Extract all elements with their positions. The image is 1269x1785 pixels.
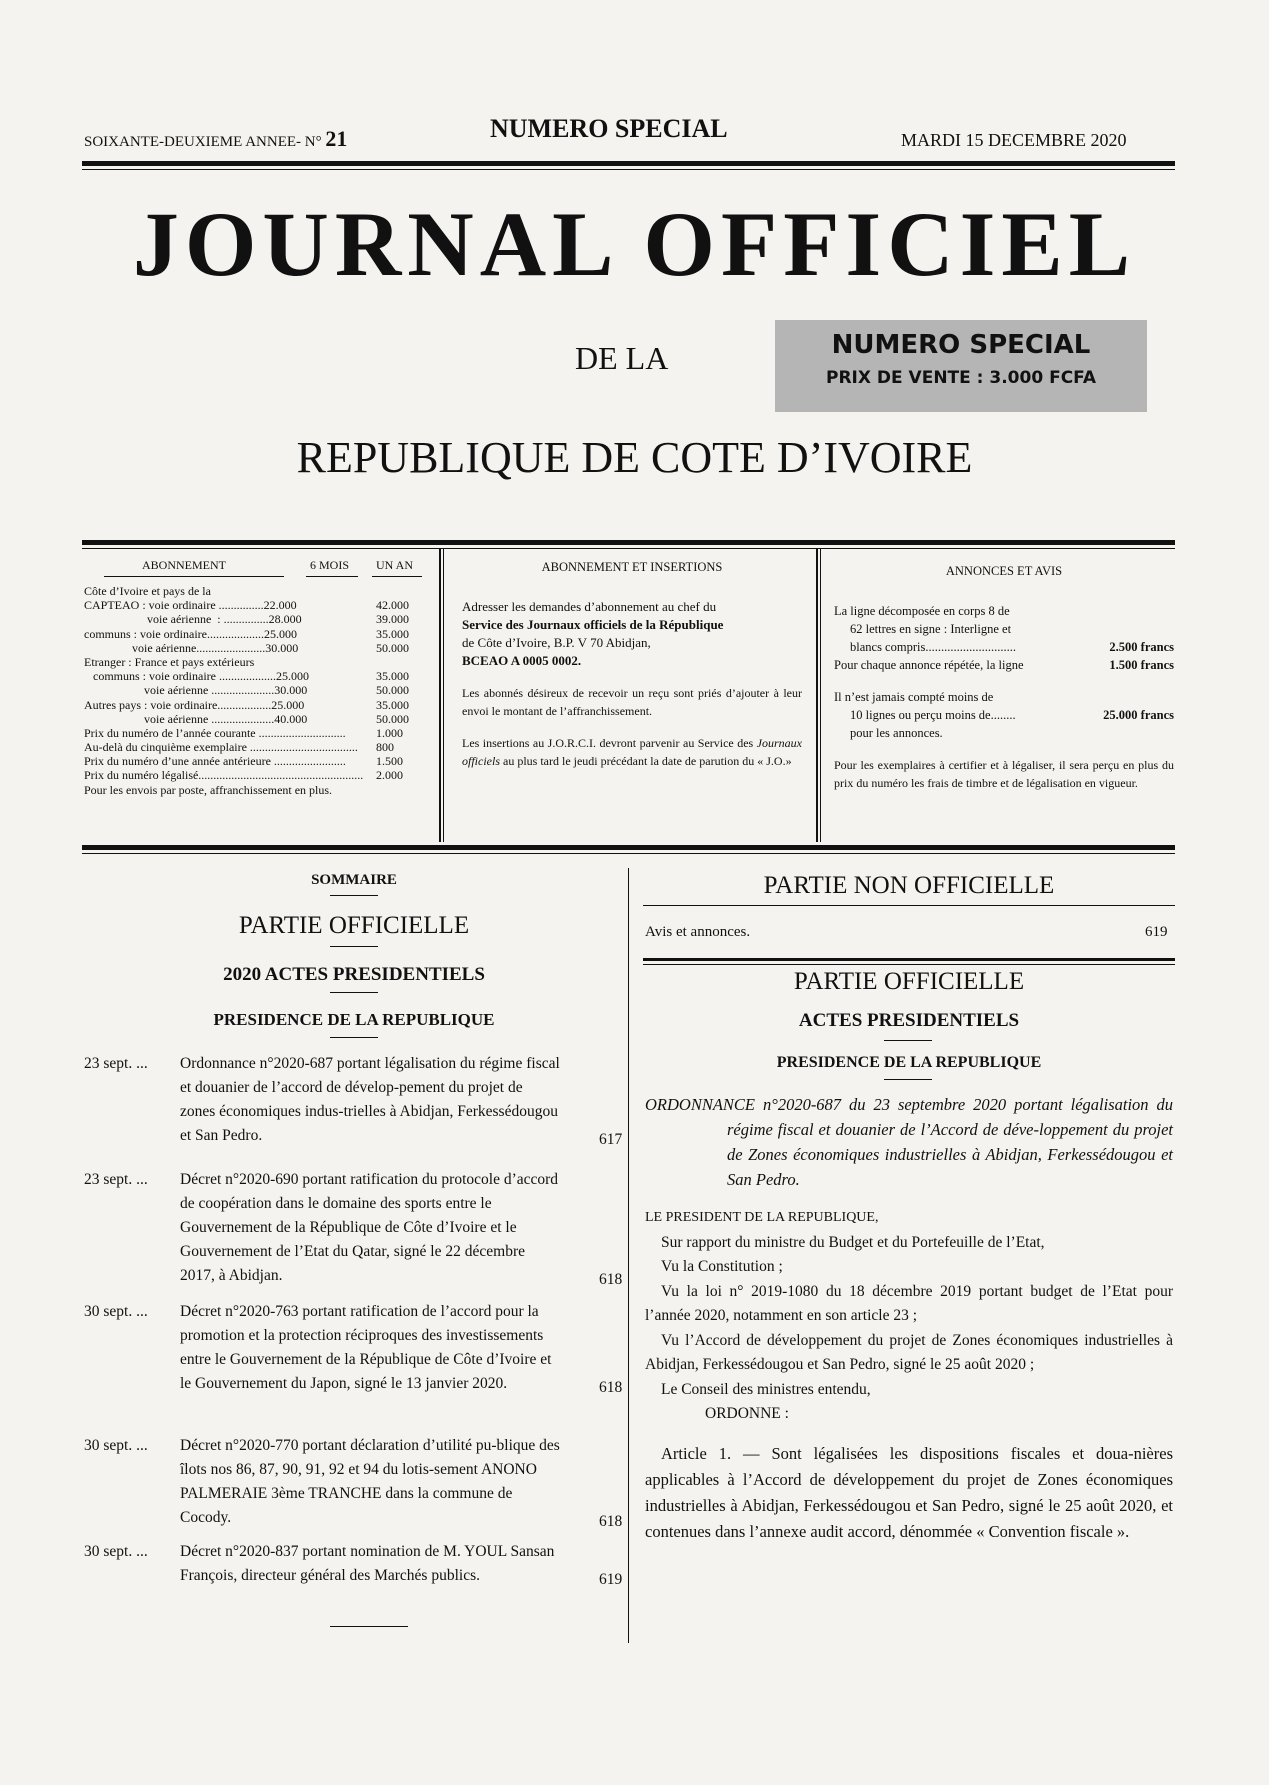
subscription-row [84,726,429,740]
badge-title: NUMERO SPECIAL [831,330,1091,360]
subscription-row-label: Autres pays : voie ordinaire..................25.000 [84,697,305,712]
subscription-row [84,740,429,754]
toc-page: 618 [599,1271,623,1288]
special-price-badge [775,320,1147,412]
subscription-row-label: communs : voie ordinaire...................25.000 [84,626,297,641]
subscription-row-amount: 39.000 [376,612,409,627]
subscription-row-label: Prix du numéro légalisé....................................................... [84,768,364,783]
subscription-row [84,768,429,782]
subscription-row [84,783,429,797]
info-top-rule-thin [82,548,1175,549]
header-rule [82,161,1175,166]
issue-date: MARDI 15 DECEMBRE 2020 [901,130,1127,150]
subscription-row-amount: 800 [376,740,394,755]
subscription-row-amount: 50.000 [376,711,409,726]
toc-page: 619 [599,1571,623,1588]
col-6mois: 6 MOIS [310,558,350,572]
toc-text: Décret n°2020-763 portant ratification de l’accord pour la promotion et la protection réciproques des investissements entre le Gouvernement de la République de Côte d’Ivoire et le Gouvernement du Japon, signé le 13 janvier 2020. [180,1303,552,1392]
insertions-p3: Les insertions au J.O.R.C.I. devront parvenir au Service des Journaux officiels au plus tard le jeudi précédant la date de parution du « J.O.» [462,736,802,768]
info-divider-2 [816,549,818,842]
toc-page: 618 [599,1513,623,1530]
subscription-row-amount: 50.000 [376,683,409,698]
column-divider [628,868,629,1643]
non-officielle-page: 619 [1145,924,1168,940]
president-line: LE PRESIDENT DE LA REPUBLIQUE, [645,1210,879,1225]
toc-entry [84,1540,624,1588]
subscription-row-amount: 35.000 [376,626,409,641]
subscription-row-label: Etranger : France et pays extérieurs [84,654,255,669]
subscription-row [84,612,429,626]
insertions-p1c: de Côte d’Ivoire, B.P. V 70 Abidjan, [462,635,651,650]
insertions-p1a: Adresser les demandes d’abonnement au chef du [462,599,717,614]
sommaire-partie: PARTIE OFFICIELLE [238,912,470,939]
toc-entry [84,1168,624,1288]
insertions-p1b: Service des Journaux officiels de la République [462,617,724,632]
non-officielle-title: PARTIE NON OFFICIELLE [763,872,1055,899]
subscription-row-amount: 2.000 [376,768,403,783]
subscription-row-amount: 35.000 [376,669,409,684]
subscription-row-amount: 1.000 [376,725,403,740]
sommaire-actes: 2020 ACTES PRESIDENTIELS [223,964,485,985]
subscription-row [84,641,429,655]
subscription-row-label: voie aérienne .....................40.000 [84,711,308,726]
toc-text: Décret n°2020-770 portant déclaration d’utilité pu-blique des îlots nos 86, 87, 90, 91, 92 et 94 du lotis-sement ANONO PALMERAIE 3ème TRANCHE dans la commune de Cocody. [180,1437,560,1526]
toc-entry [84,1300,624,1396]
info-bottom-rule-thin [82,853,1175,854]
subscription-row-label: voie aérienne .....................30.000 [84,683,308,698]
subscription-row [84,598,429,612]
ordonnance-title: ORDONNANCE n°2020-687 du 23 septembre 2020 portant légalisation du régime fiscal et douanier de l’Accord de déve-loppement du projet de Zones économiques industrielles à Abidjan, Ferkessédougou et San Pedro. [645,1095,1173,1189]
subscription-row-label: Côte d’Ivoire et pays de la [84,584,211,598]
info-bottom-rule [82,845,1175,850]
toc-date: 30 sept. ... [84,1303,148,1320]
issue-label: SOIXANTE-DEUXIEME ANNEE- N° [84,134,326,150]
insertions-p2: Les abonnés désireux de recevoir un reçu sont priés d’ajouter à leur envoi le montant de l’affranchissement. [462,686,802,718]
masthead-de-la: DE LA [575,340,669,376]
toc-date: 30 sept. ... [84,1437,148,1454]
masthead-republic: REPUBLIQUE DE COTE D’IVOIRE [296,433,973,482]
article-1: Article 1. — Sont légalisées les dispositions fiscales et doua-nières applicables à l’Accord de développement du projet de Zones économiques industrielles à Abidjan, Ferkessédougou et San Pedro, signé le 25 août 2020, et contenues dans l’annexe audit accord, dénommée « Convention fiscale ». [645,1443,1173,1541]
subscription-row-label: voie aérienne.......................30.000 [84,640,299,655]
subscription-row [84,669,429,683]
info-divider-1 [439,549,441,842]
insertions-box [462,558,802,770]
subscription-row-amount: 42.000 [376,598,409,613]
header-rule-thin [82,169,1175,170]
info-top-rule [82,540,1175,545]
sommaire-presidence: PRESIDENCE DE LA REPUBLIQUE [213,1010,495,1029]
toc-entry [84,1052,624,1148]
subscription-row-label: Prix du numéro d’une année antérieure ........................ [84,754,346,769]
subscription-row [84,712,429,726]
subscription-row [84,698,429,712]
subscription-row [84,584,429,598]
toc-text: Ordonnance n°2020-687 portant légalisation du régime fiscal et douanier de l’accord de dévelop-pement du projet de zones économiques indus-trielles à Abidjan, Ferkessédougou et San Pedro. [180,1055,560,1144]
col-abonnement: ABONNEMENT [142,558,226,572]
subscription-row-amount: 35.000 [376,697,409,712]
subscription-table [84,558,429,797]
toc-end-rule [330,1626,408,1627]
subscription-row-label: voie aérienne : ...............28.000 [84,612,302,627]
toc-page: 618 [599,1379,623,1396]
subscription-row-label: Prix du numéro de l’année courante ............................. [84,725,346,740]
info-divider-2b [820,549,821,842]
info-divider-1b [443,549,444,842]
col-unan: UN AN [376,558,414,572]
annonces-box: ANNONCES ET AVIS La ligne décomposée en corps 8 de 62 lettres en signe : Interligne et blancs compris............................. 2.500 francs Pour chaque annonce répétée, la ligne 1.500 francs Il n’est jamais compté moins de 10 lignes ou perçu moins de........ 25.000 francs pour les annonces. Pour les exemplaires à certifier et à légaliser, il sera perçu en plus du prix du numéro les frais de timbre et de légalisation en vigueur. [834,564,1174,790]
non-officielle-item: Avis et annonces. [645,924,751,940]
officielle-presidence: PRESIDENCE DE LA REPUBLIQUE [776,1054,1042,1071]
subscription-rows [84,584,429,797]
badge-price: PRIX DE VENTE : 3.000 FCFA [826,368,1096,388]
toc-text: Décret n°2020-690 portant ratification du protocole d’accord de coopération dans le domaine des sports entre le Gouvernement de la République de Côte d’Ivoire et le Gouvernement de l’Etat du Qatar, signé le 22 décembre 2017, à Abidjan. [180,1171,559,1284]
subscription-row-amount: 50.000 [376,640,409,655]
officielle-actes: ACTES PRESIDENTIELS [798,1010,1020,1031]
subscription-row-label: Pour les envois par poste, affranchissement en plus. [84,782,333,797]
toc-page: 617 [599,1131,623,1148]
annonces-title: ANNONCES ET AVIS [945,564,1063,578]
subscription-row [84,683,429,697]
insertions-p1d: BCEAO A 0005 0002. [462,653,582,668]
ordonnance-body: ORDONNANCE n°2020-687 du 23 septembre 2020 portant légalisation du régime fiscal et douanier de l’Accord de déve-loppement du projet de Zones économiques industrielles à Abidjan, Ferkessédougou et San Pedro. LE PRESIDENT DE LA REPUBLIQUE, Sur rapport du ministre du Budget et du Portefeuille de l’Etat, Vu la Constitution ; Vu la loi n° 2019-1080 du 18 décembre 2019 portant budget de l’Etat pour l’année 2020, notamment en son article 23 ; Vu l’Accord de développement du projet de Zones économiques industrielles à Abidjan, Ferkessédougou et San Pedro, signé le 25 août 2020 ; Le Conseil des ministres entendu, ORDONNE : Article 1. — Sont légalisées les dispositions fiscales et doua-nières applicables à l’Accord de développement du projet de Zones économiques industrielles à Abidjan, Ferkessédougou et San Pedro, signé le 25 août 2020, et contenues dans l’annexe audit accord, dénommée « Convention fiscale ». [645,1092,1173,1545]
masthead-title: JOURNAL OFFICIEL [132,193,1137,295]
subscription-row-amount: 1.500 [376,754,403,769]
subscription-row [84,627,429,641]
subscription-row-label: CAPTEAO : voie ordinaire ...............22.000 [84,598,297,613]
toc-date: 23 sept. ... [84,1055,148,1072]
sommaire-title: SOMMAIRE [311,872,397,888]
toc-date: 23 sept. ... [84,1171,148,1188]
special-edition-label: NUMERO SPECIAL [490,114,728,143]
toc-date: 30 sept. ... [84,1543,148,1560]
subscription-row-label: Au-delà du cinquième exemplaire .................................... [84,740,358,755]
toc-entry [84,1434,624,1530]
toc-text: Décret n°2020-837 portant nomination de M. YOUL Sansan François, directeur général des Marchés publics. [180,1543,555,1584]
subscription-row [84,754,429,768]
officielle-title: PARTIE OFFICIELLE [793,968,1025,995]
issue-number: 21 [325,126,348,151]
issue-line [84,126,347,152]
insertions-title: ABONNEMENT ET INSERTIONS [541,560,723,574]
ordonne: ORDONNE : [705,1405,789,1422]
subscription-row [84,655,429,669]
subscription-row-label: communs : voie ordinaire ...................25.000 [84,669,309,684]
